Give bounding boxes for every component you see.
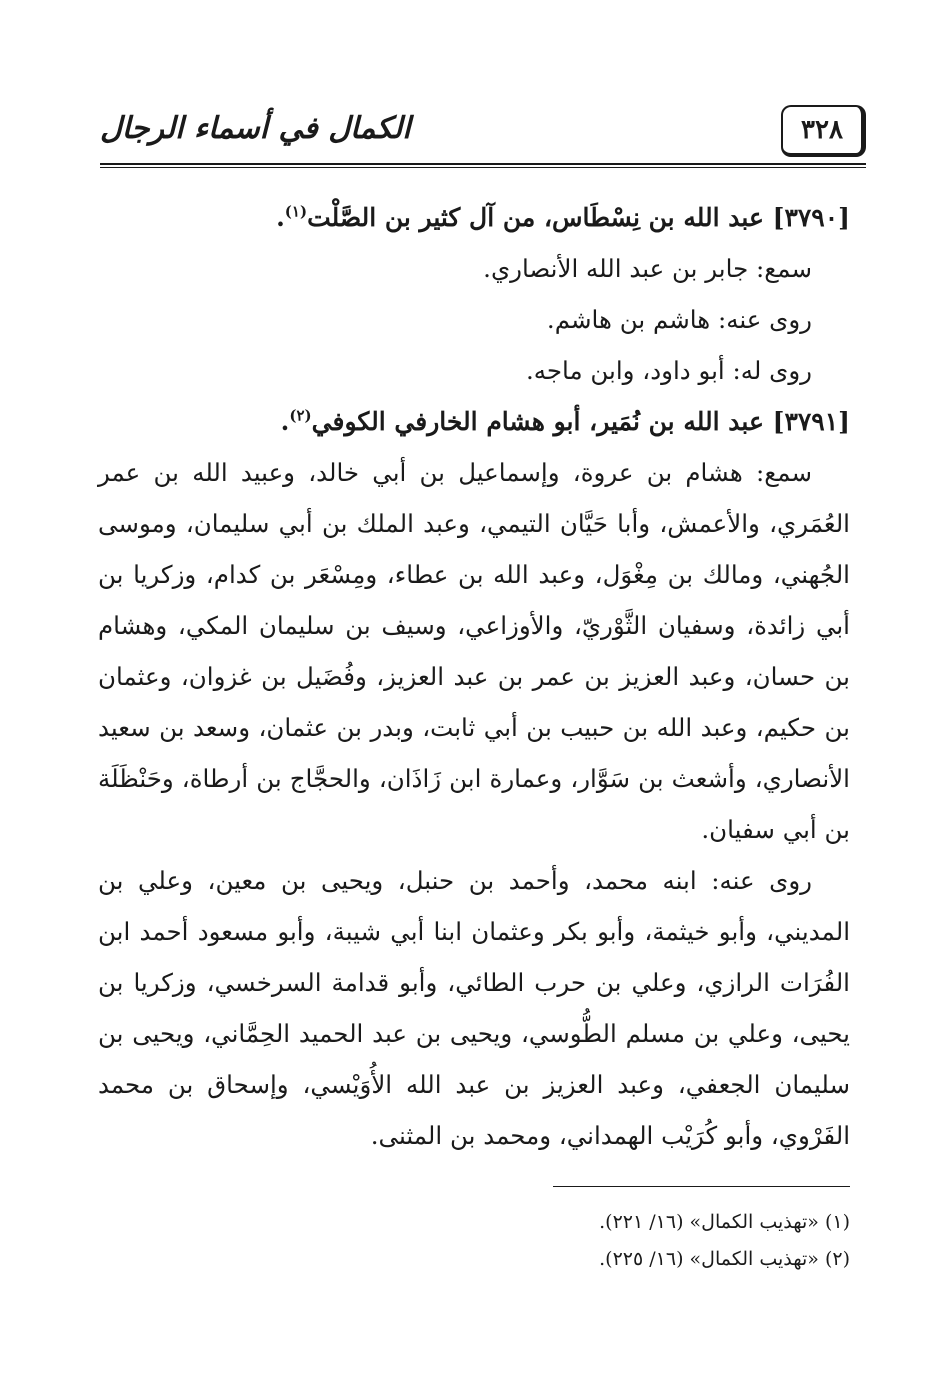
- entry-3790-narrated-by: روى عنه: هاشم بن هاشم.: [546, 305, 812, 334]
- entry-name: عبد الله بن نُمَير، أبو هشام الخارفي الكوفي: [311, 407, 764, 436]
- header-rule: [100, 163, 866, 165]
- footnote-1: (١) «تهذيب الكمال» (١٦/ ٢٢١).: [599, 1211, 850, 1233]
- header-rule-thin: [100, 167, 866, 168]
- entry-3790-narrated-for: روى له: أبو داود، وابن ماجه.: [525, 356, 812, 385]
- entry-heading-3790: [98, 192, 850, 243]
- entry-3791-heard-from: سمع: هشام بن عروة، وإسماعيل بن أبي خالد، وعبيد الله بن عمر العُمَري، والأعمش، وأبا حَيَّان التيمي، وعبد الملك بن أبي سليمان، وموسى الجُهني، ومالك بن مِغْوَل، وعبد الله بن عطاء، ومِسْعَر بن كدام، وزكريا بن أبي زائدة، وسفيان الثَّوْريّ، والأوزاعي، وسيف بن سليمان المكي، وهشام بن حسان، وعبد العزيز بن عمر بن عبد العزيز، وفُضَيل بن غزوان، وعثمان بن حكيم، وعبد الله بن حبيب بن أبي ثابت، وبدر بن عثمان، وسعد بن سعيد الأنصاري، وأشعث بن سَوَّار، وعمارة ابن زَاذَان، والحجَّاج بن أرطاة، وحَنْظَلَة بن أبي سفيان.: [98, 458, 850, 844]
- footnotes: [98, 1204, 850, 1278]
- entry-3790-heard-from: سمع: جابر بن عبد الله الأنصاري.: [483, 254, 812, 283]
- entry-number: [٣٧٩٠]: [772, 203, 850, 232]
- footnote-rule: [553, 1186, 850, 1187]
- book-title: الكمال في أسماء الرجال: [100, 110, 411, 146]
- page-number: ٣٢٨: [801, 115, 843, 145]
- page-header: [100, 105, 866, 163]
- entry-name: عبد الله بن نِسْطَاس، من آل كثير بن الصَّلْت: [307, 203, 764, 232]
- footnote-ref: (١): [284, 202, 308, 221]
- entry-number: [٣٧٩١]: [772, 407, 850, 436]
- footnote-2: (٢) «تهذيب الكمال» (١٦/ ٢٢٥).: [599, 1248, 850, 1270]
- entry-heading-3791: [98, 396, 850, 447]
- entry-end: .: [276, 203, 285, 232]
- page-number-box: [781, 105, 866, 157]
- footnote-ref: (٢): [289, 406, 312, 425]
- page-body: [98, 192, 850, 1161]
- entry-end: .: [280, 407, 290, 436]
- entry-3791-narrated-by: روى عنه: ابنه محمد، وأحمد بن حنبل، ويحيى بن معين، وعلي بن المديني، وأبو خيثمة، وأبو بكر وعثمان ابنا أبي شيبة، وأبو مسعود أحمد ابن الفُرَات الرازي، وعلي بن حرب الطائي، وأبو قدامة السرخسي، وزكريا بن يحيى، وعلي بن مسلم الطُّوسي، ويحيى بن عبد الحميد الحِمَّاني، ويحيى بن سليمان الجعفي، وعبد العزيز بن عبد الله الأُوَيْسي، وإسحاق بن محمد الفَرْوي، وأبو كُرَيْب الهمداني، ومحمد بن المثنى.: [98, 866, 850, 1150]
